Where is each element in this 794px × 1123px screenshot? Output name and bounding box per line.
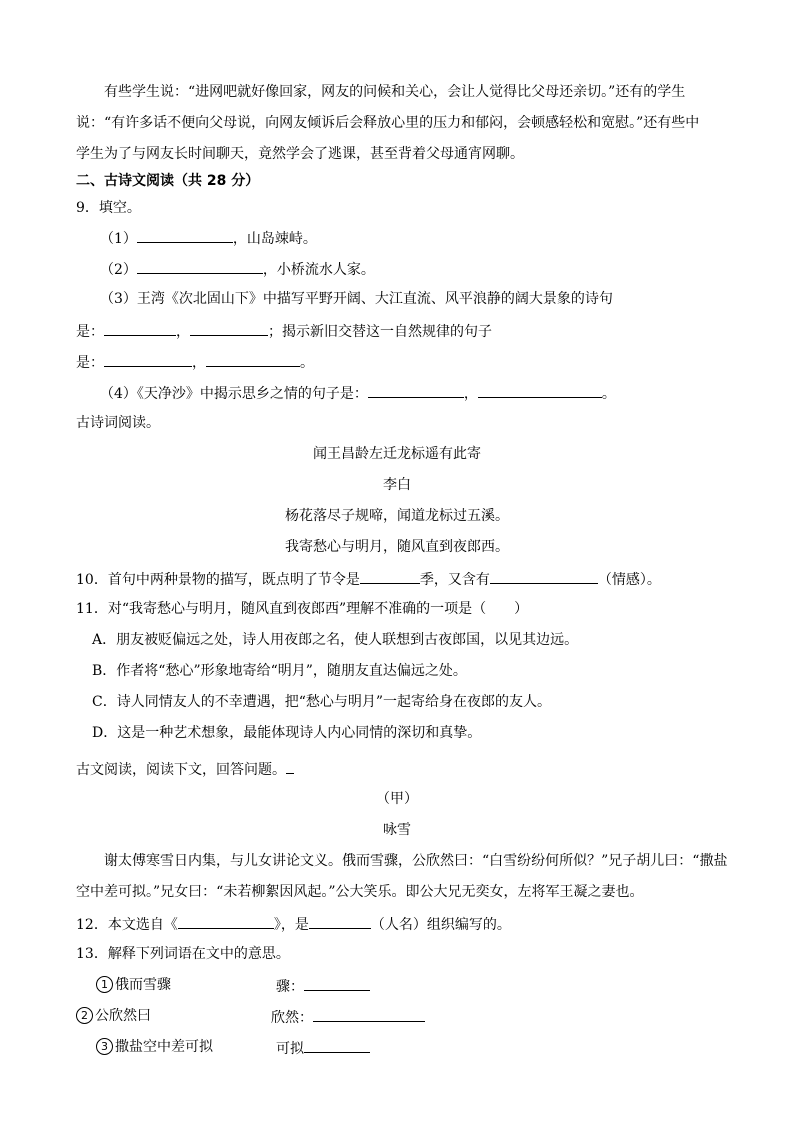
q9-part-4 [100,382,616,404]
answer-blank[interactable] [313,1006,425,1022]
intro-line-1: 有些学生说：“进网吧就好像回家，网友的问候和关心，会让人觉得比父母还亲切。”还有的学生 [104,84,686,100]
poem-intro: 古诗词阅读。 [76,415,160,431]
q13-phrase: 俄而雪骤 [115,977,171,993]
answer-blank[interactable] [360,568,420,584]
q9-part-3-prefix: 是： [76,324,104,340]
q9-part-3-line-3 [76,351,314,373]
answer-blank[interactable] [304,975,370,991]
q9-comma: ， [463,386,478,402]
circled-number: 2 [76,1007,93,1024]
q9-comma: ， [176,324,190,340]
trailing-underline [286,758,294,774]
answer-blank[interactable] [104,320,176,336]
q12 [76,913,511,935]
q13-item-1-answer [276,975,370,997]
answer-blank[interactable] [478,382,602,398]
q10 [76,568,661,590]
q9-title: 9．填空。 [76,200,141,216]
answer-blank[interactable] [309,913,371,929]
q13-item-3-phrase [96,1037,213,1057]
q12-text-c: （人名）组织编写的。 [370,917,511,933]
q9-part-1 [100,227,317,249]
poem-line-2: 我寄愁心与明月，随风直到夜郎西。 [285,539,509,555]
q9-period: 。 [601,386,616,402]
intro-line-2: 说：“有许多话不便向父母说，向网友倾诉后会释放心里的压力和郁闷，会顿感轻松和宽慰。”还有些中 [76,115,700,131]
answer-blank[interactable] [368,382,464,398]
answer-blank[interactable] [104,351,192,367]
q10-text-b: 季，又含有 [419,572,490,588]
q13-item-1-phrase [96,975,171,995]
circled-number: 1 [96,976,113,993]
q13-item-2-phrase [76,1006,151,1026]
q10-text-c: （情感）。 [597,572,661,588]
answer-blank[interactable] [137,258,263,274]
q13-phrase: 撒盐空中差可拟 [115,1039,213,1055]
q13-word: 骤： [276,979,304,995]
q11-option-d[interactable]: D．这是一种艺术想象，最能体现诗人内心同情的深切和真挚。 [92,725,482,741]
q9-part-3-line-2 [76,320,492,342]
circled-number: 3 [96,1038,113,1055]
prose-intro-text: 古文阅读，阅读下文，回答问题。 [76,762,286,778]
q13-title: 13．解释下列词语在文中的意思。 [76,946,290,962]
q11-option-a[interactable]: A．朋友被贬偏远之处，诗人用夜郎之名，使人联想到古夜郎国，以见其边远。 [92,632,579,648]
q13-word: 可拟 [276,1041,304,1057]
answer-blank[interactable] [304,1037,370,1053]
answer-blank[interactable] [178,913,274,929]
section-heading: 二、古诗文阅读（共 28 分） [76,173,260,189]
answer-blank[interactable] [206,351,300,367]
prose-intro [76,758,294,780]
q9-comma: ， [192,355,206,371]
intro-line-3: 学生为了与网友长时间聊天，竟然学会了逃课，甚至背着父母通宵网聊。 [76,146,524,162]
q13-word: 欣然： [271,1010,313,1026]
q12-text-a: 12．本文选自《 [76,917,178,933]
answer-blank[interactable] [490,568,598,584]
q9-part-4-text: （4）《天净沙》中揭示思乡之情的句子是： [100,386,368,402]
poem-line-1: 杨花落尽子规啼，闻道龙标过五溪。 [285,508,509,524]
q9-part-1-num: （1） [100,231,137,247]
q9-part-3-mid-text: ；揭示新旧交替这一自然规律的句子 [268,324,492,340]
prose-line-1: 谢太傅寒雪日内集，与儿女讲论文义。俄而雪骤，公欣然曰：“白雪纷纷何所似？”兄子胡儿曰：“撒盐 [104,853,728,869]
q12-text-b: 》，是 [273,917,309,933]
answer-blank[interactable] [190,320,268,336]
prose-part-label: （甲） [376,791,418,807]
q11-option-c[interactable]: C．诗人同情友人的不幸遭遇，把“愁心与明月”一起寄给身在夜郎的友人。 [92,694,552,710]
q13-item-3-answer [276,1037,370,1059]
poem-author: 李白 [383,477,411,493]
q9-part-2 [100,258,375,280]
q10-text-a: 10．首句中两种景物的描写，既点明了节令是 [76,572,360,588]
q13-item-2-answer [271,1006,425,1028]
prose-title: 咏雪 [383,822,411,838]
q9-part-1-text: ，山岛竦峙。 [232,231,317,247]
q9-part-3-prefix-2: 是： [76,355,104,371]
prose-line-2: 空中差可拟。”兄女曰：“未若柳絮因风起。”公大笑乐。即公大兄无奕女，左将军王凝之妻也。 [76,884,644,900]
q11-option-b[interactable]: B．作者将“愁心”形象地寄给“明月”，随朋友直达偏远之处。 [92,663,467,679]
q9-part-3-line-1: （3）王湾《次北固山下》中描写平野开阔、大江直流、风平浪静的阔大景象的诗句 [100,291,613,307]
q9-part-2-text: ，小桥流水人家。 [262,262,375,278]
answer-blank[interactable] [137,227,233,243]
q13-phrase: 公欣然曰 [95,1008,151,1024]
poem-title: 闻王昌龄左迁龙标遥有此寄 [313,446,481,462]
q9-period: 。 [300,355,314,371]
q11-stem: 11．对“我寄愁心与明月，随风直到夜郎西”理解不准确的一项是（ ） [76,601,529,617]
q9-part-2-num: （2） [100,262,137,278]
